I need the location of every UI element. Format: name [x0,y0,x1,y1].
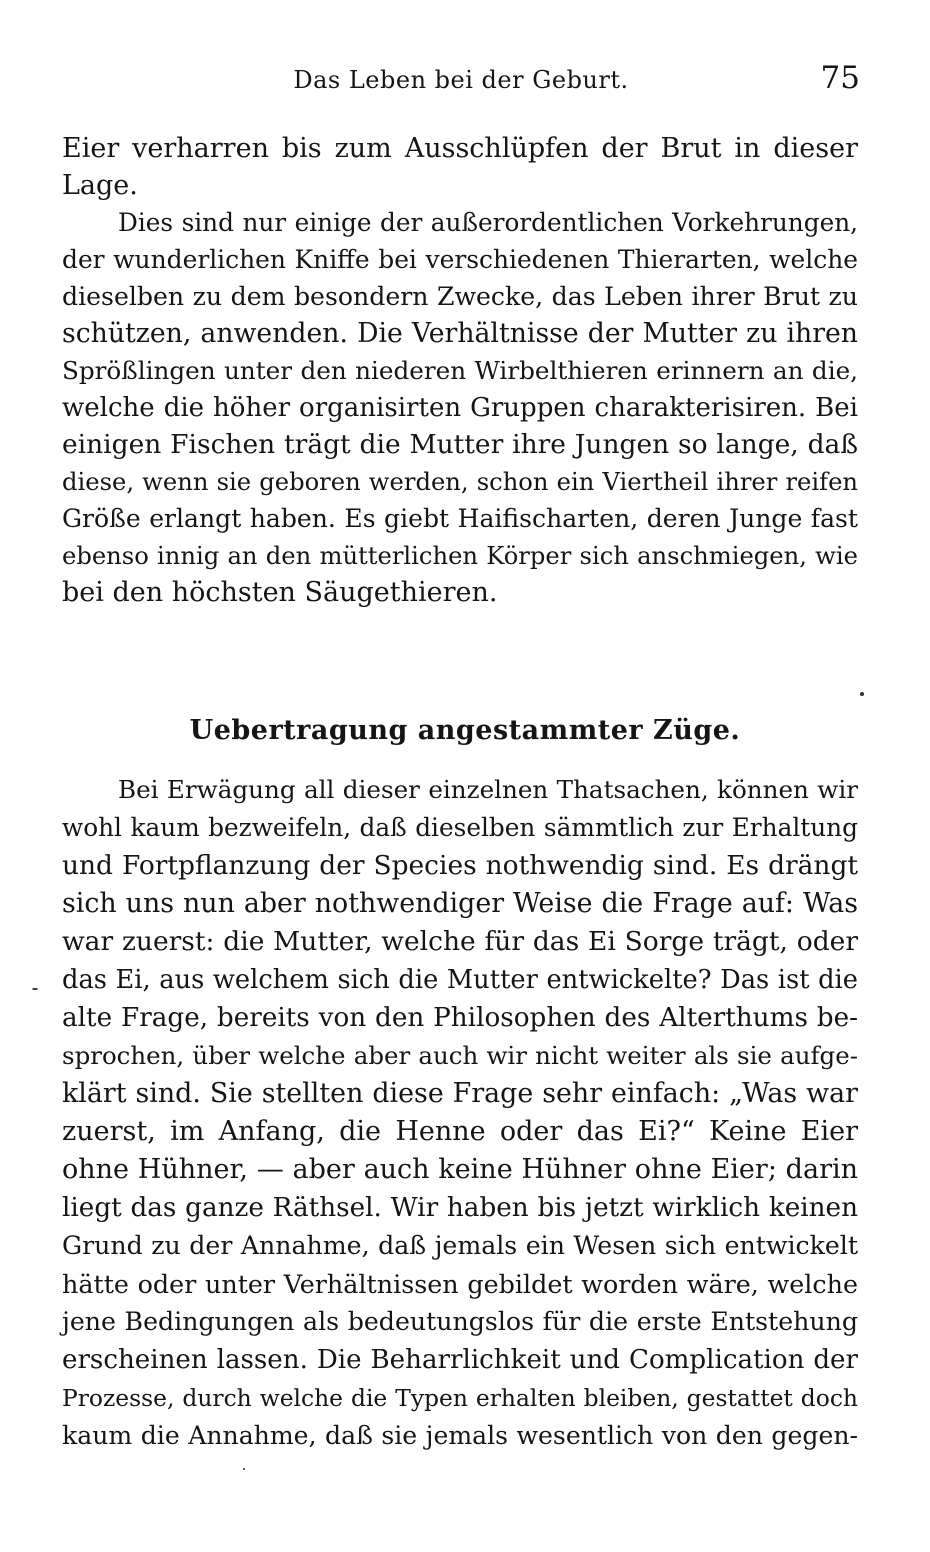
paragraph-3-line: alte Frage, bereits von den Philosophen des Alterthums be- [62,1003,858,1033]
paragraph-3-line: wohl kaum bezweifeln, daß dieselben sämmtlich zur Erhaltung [62,813,858,842]
paragraph-2-line: Dies sind nur einige der außerordentlichen Vorkehrungen, [118,208,858,237]
paragraph-3-line: war zuerst: die Mutter, welche für das Ei Sorge trägt, oder [62,926,858,957]
paragraph-2-line: schützen, anwenden. Die Verhältnisse der Mutter zu ihren [62,318,858,349]
paragraph-3-line: ohne Hühner, — aber auch keine Hühner ohne Eier; darin [62,1154,858,1185]
paragraph-3-line: kaum die Annahme, daß sie jemals wesentlich von den gegen- [62,1421,858,1450]
running-title: Das Leben bei der Geburt. [293,66,629,94]
paragraph-3-line: sich uns nun aber nothwendiger Weise die Frage auf: Was [62,888,858,919]
paragraph-3-line: jene Bedingungen als bedeutungslos für die erste Entstehung [62,1307,858,1336]
paragraph-1-line: Eier verharren bis zum Ausschlüpfen der Brut in dieser [62,133,858,164]
paragraph-3-line: Bei Erwägung all dieser einzelnen Thatsachen, können wir [118,775,858,804]
paragraph-2-line: ebenso innig an den mütterlichen Körper sich anschmiegen, wie [62,542,858,570]
paragraph-3-line: und Fortpflanzung der Species nothwendig sind. Es drängt [62,850,858,881]
paragraph-2-line: Größe erlangt haben. Es giebt Haifischarten, deren Junge fast [62,504,858,533]
page-number: 75 [820,60,860,96]
paragraph-2-line: diese, wenn sie geboren werden, schon ein Viertheil ihrer reifen [62,468,858,496]
paragraph-2-line: Sprößlingen unter den niederen Wirbelthieren erinnern an die, [62,356,858,385]
paragraph-3-line: das Ei, aus welchem sich die Mutter entwickelte? Das ist die [62,965,858,995]
section-heading: Uebertragung angestammter Züge. [189,715,741,746]
paragraph-3-line: zuerst, im Anfang, die Henne oder das Ei?“ Keine Eier [62,1116,858,1147]
print-speck [860,692,864,696]
paragraph-3-line: Grund zu der Annahme, daß jemals ein Wesen sich entwickelt [62,1231,858,1260]
paragraph-1-line: Lage. [62,170,138,201]
paragraph-2-line: bei den höchsten Säugethieren. [62,577,498,608]
paragraph-3-line: klärt sind. Sie stellten diese Frage sehr einfach: „Was war [62,1078,858,1109]
paragraph-2-line: der wunderlichen Kniffe bei verschiedenen Thierarten, welche [62,245,858,274]
running-head [62,58,860,98]
paragraph-2-line: einigen Fischen trägt die Mutter ihre Jungen so lange, daß [62,429,858,460]
paragraph-3-line: sprochen, über welche aber auch wir nicht weiter als sie aufge- [62,1041,858,1070]
paragraph-3-line: Prozesse, durch welche die Typen erhalten bleiben, gestattet doch [62,1384,858,1412]
print-speck [243,1468,245,1470]
paragraph-2-line: dieselben zu dem besondern Zwecke, das Leben ihrer Brut zu [62,282,858,311]
paragraph-2-line: welche die höher organisirten Gruppen charakterisiren. Bei [62,393,858,423]
paragraph-3-line: erscheinen lassen. Die Beharrlichkeit und Complication der [62,1345,858,1375]
paragraph-3-line: hätte oder unter Verhältnissen gebildet worden wäre, welche [62,1269,858,1299]
paragraph-3-line: liegt das ganze Räthsel. Wir haben bis jetzt wirklich keinen [62,1193,858,1223]
print-speck [32,988,38,990]
